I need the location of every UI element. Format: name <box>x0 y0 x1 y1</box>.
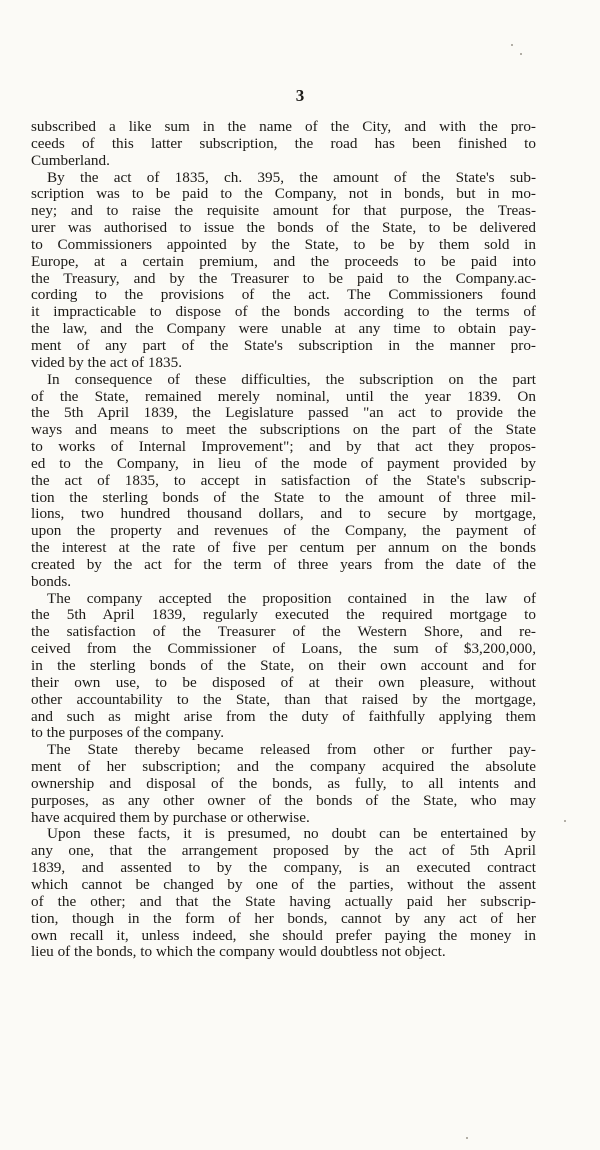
paragraph <box>31 372 536 591</box>
text-line: subscribed a like sum in the name of the City, and with the pro- <box>31 118 536 135</box>
text-line: lions, two hundred thousand dollars, and to secure by mortgage, <box>31 505 536 523</box>
text-line: the Treasury, and by the Treasurer to be paid to the Company.ac- <box>31 269 536 287</box>
text-line: ment of any part of the State's subscription in the manner pro- <box>31 336 536 354</box>
text-line: their own use, to be disposed of at their own pleasure, without <box>31 673 536 691</box>
text-line: bonds. <box>31 572 72 590</box>
text-line: ney; and to raise the requisite amount for that purpose, the Treas- <box>31 202 536 220</box>
text-line: lieu of the bonds, to which the company would doubtless not object. <box>31 943 446 961</box>
text-line: tion the sterling bonds of the State to the amount of three mil- <box>31 488 536 506</box>
text-line: ceeds of this latter subscription, the road has been finished to <box>31 134 536 152</box>
text-line: upon the property and revenues of the Company, the payment of <box>31 522 536 540</box>
print-speck <box>466 1137 468 1139</box>
paragraph <box>31 742 536 826</box>
text-line: 1839, and assented to by the company, is an executed contract <box>31 859 536 877</box>
text-line: any one, that the arrangement proposed by the act of 5th April <box>31 842 536 860</box>
text-line: it impracticable to dispose of the bonds according to the terms of <box>31 303 536 321</box>
text-line: the law, and the Company were unable at any time to obtain pay- <box>31 320 536 338</box>
text-line: and such as might arise from the duty of faithfully applying them <box>31 707 536 725</box>
text-line: Europe, at a certain premium, and the proceeds to be paid into <box>31 252 536 270</box>
text-line: purposes, as any other owner of the bonds of the State, who may <box>31 791 536 809</box>
text-line: own recall it, unless indeed, she should prefer paying the money in <box>31 926 536 944</box>
text-line: created by the act for the term of three years from the date of the <box>31 555 536 573</box>
paragraph <box>31 591 536 743</box>
paragraph <box>31 170 536 372</box>
text-line: in the sterling bonds of the State, on their own account and for <box>31 657 536 674</box>
text-line: ways and means to meet the subscriptions on the part of the State <box>31 421 536 439</box>
text-line: The State thereby became released from other or further pay- <box>47 741 536 759</box>
print-speck <box>520 53 522 55</box>
text-line: scription was to be paid to the Company, not in bonds, but in mo- <box>31 185 536 203</box>
text-line: ment of her subscription; and the company acquired the absolute <box>31 758 536 776</box>
print-speck <box>511 44 513 46</box>
text-line: of the State, remained merely nominal, until the year 1839. On <box>31 387 536 405</box>
text-line: tion, though in the form of her bonds, cannot by any act of her <box>31 909 536 927</box>
paragraph <box>31 826 536 961</box>
text-line: Upon these facts, it is presumed, no doubt can be entertained by <box>47 825 536 843</box>
text-line: The company accepted the proposition contained in the law of <box>47 589 536 607</box>
page-number: 3 <box>295 86 305 105</box>
body-text <box>31 119 536 961</box>
text-line: ownership and disposal of the bonds, as fully, to all intents and <box>31 774 536 792</box>
text-line: By the act of 1835, ch. 395, the amount of the State's sub- <box>47 168 536 186</box>
text-line: which cannot be changed by one of the parties, without the assent <box>31 875 536 893</box>
text-line: ceived from the Commissioner of Loans, the sum of $3,200,000, <box>31 640 536 658</box>
print-speck <box>564 820 566 822</box>
text-line: the 5th April 1839, regularly executed the required mortgage to <box>31 606 536 624</box>
text-line: cording to the provisions of the act. The Commissioners found <box>31 286 536 304</box>
text-line: vided by the act of 1835. <box>31 353 182 371</box>
text-line: to Commissioners appointed by the State, to be by them sold in <box>31 235 536 253</box>
text-line: the interest at the rate of five per centum per annum on the bonds <box>31 539 536 557</box>
text-line: the satisfaction of the Treasurer of the Western Shore, and re- <box>31 623 536 641</box>
text-line: the act of 1835, to accept in satisfaction of the State's subscrip- <box>31 471 536 489</box>
text-line: Cumberland. <box>31 151 110 169</box>
text-line: have acquired them by purchase or otherwise. <box>31 808 310 826</box>
text-line: ed to the Company, in lieu of the mode of payment provided by <box>31 454 536 472</box>
text-line: other accountability to the State, than that raised by the mortgage, <box>31 690 536 708</box>
text-line: of the other; and that the State having actually paid her subscrip- <box>31 892 536 910</box>
text-line: the 5th April 1839, the Legislature passed "an act to provide the <box>31 404 536 422</box>
text-line: In consequence of these difficulties, the subscription on the part <box>47 370 536 388</box>
paragraph <box>31 119 536 170</box>
text-line: to works of Internal Improvement"; and by that act they propos- <box>31 438 536 456</box>
text-line: urer was authorised to issue the bonds of the State, to be delivered <box>31 219 536 237</box>
text-line: to the purposes of the company. <box>31 724 225 742</box>
